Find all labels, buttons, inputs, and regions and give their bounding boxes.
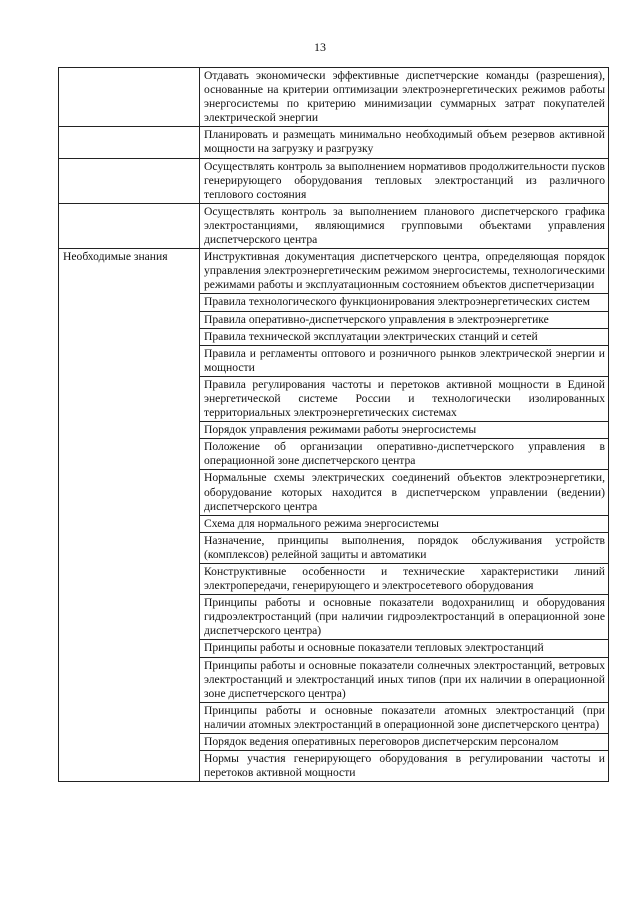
action-item: Осуществлять контроль за выполнением планового диспетчерского графика электростанциями, являющимися групповыми объектами управления диспетчерского центра	[200, 203, 609, 248]
knowledge-item: Конструктивные особенности и технические характеристики линий электропередачи, генерирующего и электросетевого оборудования	[200, 564, 609, 595]
knowledge-item: Нормы участия генерирующего оборудования в регулировании частоты и перетоков активной мощности	[200, 751, 609, 782]
knowledge-item: Правила и регламенты оптового и розничного рынков электрической энергии и мощности	[200, 345, 609, 376]
knowledge-item: Правила технологического функционирования электроэнергетических систем	[200, 294, 609, 311]
knowledge-item: Правила технической эксплуатации электрических станций и сетей	[200, 328, 609, 345]
action-item: Осуществлять контроль за выполнением нормативов продолжительности пусков генерирующего оборудования тепловых электростанций из различного теплового состояния	[200, 158, 609, 203]
section-label: Необходимые знания	[59, 249, 200, 782]
table-row	[59, 249, 609, 294]
knowledge-item: Положение об организации оперативно-диспетчерского управления в операционной зоне диспетчерского центра	[200, 439, 609, 470]
knowledge-item: Порядок управления режимами работы энергосистемы	[200, 422, 609, 439]
competency-table-body	[59, 68, 609, 782]
table-row	[59, 203, 609, 248]
knowledge-item: Инструктивная документация диспетчерского центра, определяющая порядок управления электроэнергетическим режимом энергосистемы, технологическими режимами работы и эксплуатационным состоянием объектов диспетчеризации	[200, 249, 609, 294]
empty-label-cell	[59, 158, 200, 203]
knowledge-item: Порядок ведения оперативных переговоров диспетчерским персоналом	[200, 734, 609, 751]
table-row	[59, 68, 609, 127]
table-row	[59, 158, 609, 203]
empty-label-cell	[59, 68, 200, 127]
empty-label-cell	[59, 127, 200, 158]
knowledge-item: Назначение, принципы выполнения, порядок обслуживания устройств (комплексов) релейной защиты и автоматики	[200, 532, 609, 563]
knowledge-item: Правила регулирования частоты и перетоков активной мощности в Единой энергетической системе России и технологически изолированных территориальных электроэнергетических системах	[200, 376, 609, 421]
knowledge-item: Принципы работы и основные показатели атомных электростанций (при наличии атомных электростанций в операционной зоне диспетчерского центра)	[200, 702, 609, 733]
empty-label-cell	[59, 203, 200, 248]
page-number: 13	[314, 40, 326, 54]
knowledge-item: Принципы работы и основные показатели тепловых электростанций	[200, 640, 609, 657]
knowledge-item: Принципы работы и основные показатели солнечных электростанций, ветровых электростанций и электростанций иных типов (при их наличии в операционной зоне диспетчерского центра)	[200, 657, 609, 702]
table-row	[59, 127, 609, 158]
action-item: Планировать и размещать минимально необходимый объем резервов активной мощности на загрузку и разгрузку	[200, 127, 609, 158]
knowledge-item: Правила оперативно-диспетчерского управления в электроэнергетике	[200, 311, 609, 328]
competency-table	[58, 67, 609, 782]
knowledge-item: Нормальные схемы электрических соединений объектов электроэнергетики, оборудование которых находится в диспетчерском управлении (ведении) диспетчерского центра	[200, 470, 609, 515]
action-item: Отдавать экономически эффективные диспетчерские команды (разрешения), основанные на критерии оптимизации электроэнергетических режимов работы энергосистемы по критерию минимизации суммарных затрат покупателей электрической энергии	[200, 68, 609, 127]
knowledge-item: Принципы работы и основные показатели водохранилищ и оборудования гидроэлектростанций (при наличии гидроэлектростанций в операционной зоне диспетчерского центра)	[200, 595, 609, 640]
knowledge-item: Схема для нормального режима энергосистемы	[200, 515, 609, 532]
